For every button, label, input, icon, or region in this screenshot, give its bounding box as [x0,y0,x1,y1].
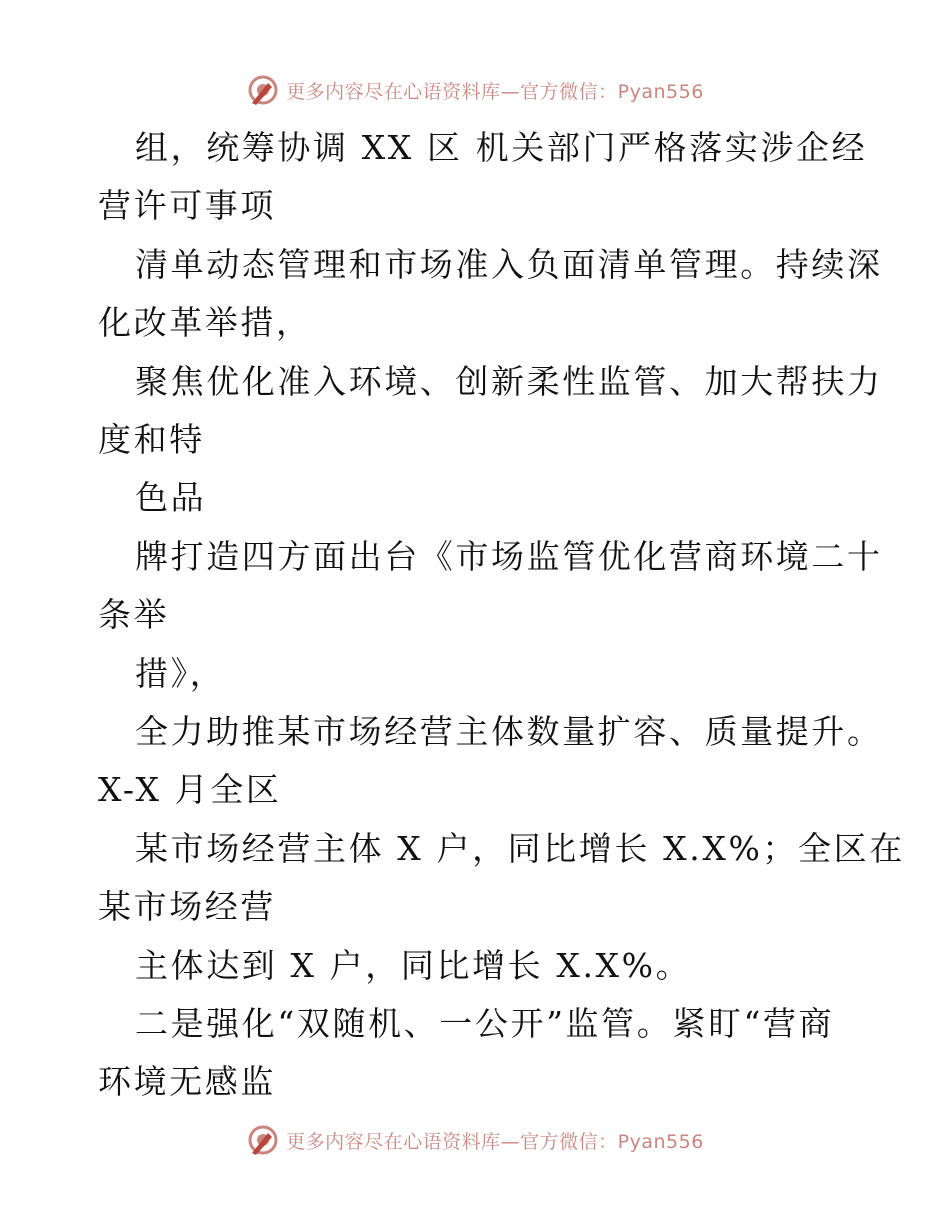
text-line: 牌打造四方面出台《市场监管优化营商环境二十 [135,537,883,576]
text-line: 全力助推某市场经营主体数量扩容、质量提升。 [135,712,883,751]
text-line: 营许可事项 [98,186,276,225]
text-line: 色品 [135,478,207,517]
text-line: 度和特 [98,420,205,459]
text-line: 化改革举措， [98,303,312,342]
text-line: 某市场经营主体 X 户，同比增长 X.X%；全区在 [135,829,905,868]
text-line: 二是强化“双随机、一公开”监管。紧盯“营商 [135,1004,835,1043]
header-watermark-text: 更多内容尽在心语资料库—官方微信：Pyan556 [286,80,704,103]
text-line: 措》， [135,654,226,693]
text-line: 某市场经营 [98,887,276,926]
text-line: 条举 [98,595,170,634]
text-line: 组，统筹协调 XX 区 机关部门严格落实涉企经 [135,128,868,167]
footer-watermark-text: 更多内容尽在心语资料库—官方微信：Pyan556 [286,1130,704,1153]
text-line: 清单动态管理和市场准入负面清单管理。持续深 [135,245,883,284]
text-line: 聚焦优化准入环境、创新柔性监管、加大帮扶力 [135,362,883,401]
text-line: X-X 月全区 [98,770,282,809]
text-line: 环境无感监 [98,1062,276,1101]
text-line: 主体达到 X 户，同比增长 X.X%。 [135,946,692,985]
footer-watermark [0,1120,950,1160]
pen-logo-icon [246,1123,280,1157]
